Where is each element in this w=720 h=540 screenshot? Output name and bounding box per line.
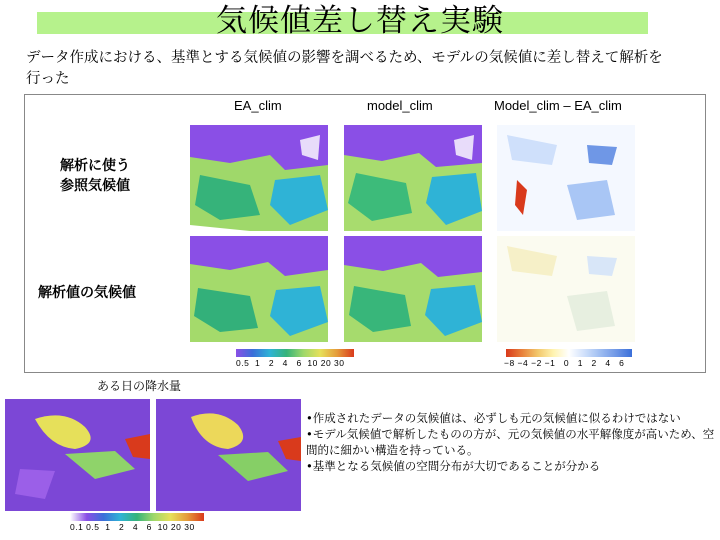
daily-colorbar-ticks: 0.1 0.5 1 2 4 6 10 20 30 [70, 522, 195, 532]
precip-colorbar [236, 349, 354, 357]
slide-subtitle: データ作成における、基準とする気候値の影響を調べるため、モデルの気候値に差し替えて解析を行った [26, 50, 663, 87]
difference-colorbar-ticks: −8 −4 −2 −1 0 1 2 4 6 [504, 358, 625, 368]
map-difference-analysis [497, 236, 635, 342]
map-model-clim-analysis [344, 236, 482, 342]
note-item: •作成されたデータの気候値は、必ずしも元の気候値に似るわけではない [306, 411, 681, 425]
daily-colorbar [70, 513, 204, 521]
daily-map-ea-clim [5, 399, 150, 511]
row-label-reference: 解析に使う 参照気候値 [60, 158, 130, 194]
difference-colorbar [506, 349, 632, 357]
note-item: •基準となる気候値の空間分布が大切であることが分かる [306, 459, 601, 473]
column-label-ea-clim: EA_clim [226, 98, 290, 113]
column-label-model-clim: model_clim [359, 98, 441, 113]
map-model-clim-reference [344, 125, 482, 231]
precip-colorbar-ticks: 0.5 1 2 4 6 10 20 30 [236, 358, 345, 368]
row-label-analysis: 解析値の気候値 [38, 285, 136, 301]
daily-precip-label: ある日の降水量 [97, 379, 182, 393]
note-item: •モデル気候値で解析したものの方が、元の気候値の水平解像度が高いため、空間的に細かい構造を持っている。 [306, 427, 715, 457]
notes-list [306, 410, 716, 474]
map-difference-reference [497, 125, 635, 231]
map-ea-clim-reference [190, 125, 328, 231]
map-ea-clim-analysis [190, 236, 328, 342]
slide-title: 気候値差し替え実験 [216, 3, 504, 39]
column-label-difference: Model_clim – EA_clim [486, 98, 630, 113]
daily-map-model-clim [156, 399, 301, 511]
